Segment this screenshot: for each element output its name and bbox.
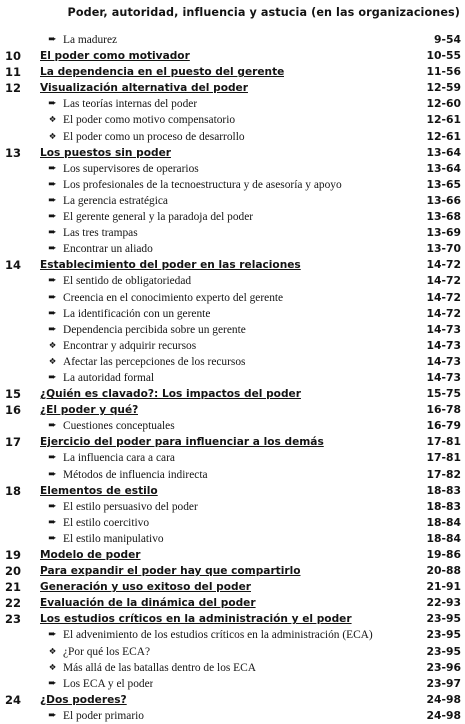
- arrow-bullet-icon: ➨: [48, 468, 57, 480]
- arrow-bullet-icon: ➨: [48, 371, 57, 383]
- toc-section-row: [0, 531, 465, 547]
- arrow-bullet-icon: ➨: [48, 516, 57, 528]
- arrow-bullet-icon: ➨: [48, 500, 57, 512]
- chapter-title: Evaluación de la dinámica del poder: [40, 597, 256, 610]
- chapter-title: Modelo de poder: [40, 549, 141, 561]
- toc-section-row: [0, 322, 465, 338]
- chapter-number: 15: [4, 387, 21, 402]
- section-title: Más allá de las batallas dentro de los ECA: [63, 661, 256, 674]
- diamond-bullet-icon: ❖: [48, 356, 57, 367]
- toc-chapter-row: [0, 257, 465, 273]
- chapter-title: Visualización alternativa del poder: [40, 82, 248, 95]
- toc-section-row: [0, 627, 465, 643]
- toc-section-row: [0, 370, 465, 386]
- toc-section-row: [0, 290, 465, 306]
- chapter-title: Los estudios críticos en la administración y el poder: [40, 613, 352, 626]
- chapter-title: Elementos de estilo: [40, 484, 158, 497]
- diamond-bullet-icon: ❖: [48, 340, 57, 351]
- chapter-number: 20: [4, 564, 21, 579]
- arrow-bullet-icon: ➨: [48, 291, 57, 303]
- section-title: Dependencia percibida sobre un gerente: [63, 323, 246, 336]
- page-number: 22-93: [426, 596, 461, 610]
- chapter-title: La dependencia en el puesto del gerente: [40, 66, 285, 79]
- arrow-bullet-icon: ➨: [48, 194, 57, 206]
- page-number: 10-55: [426, 49, 461, 63]
- toc-section-row: [0, 161, 465, 177]
- section-title: ¿Por qué los ECA?: [63, 645, 150, 658]
- diamond-bullet-icon: ❖: [48, 115, 57, 126]
- arrow-bullet-icon: ➨: [48, 629, 57, 641]
- page-number: 14-73: [426, 322, 461, 336]
- chapter-number: 10: [4, 49, 21, 64]
- toc-section-row: [0, 660, 465, 676]
- toc-chapter-row: [0, 80, 465, 96]
- toc-section-row: [0, 499, 465, 515]
- arrow-bullet-icon: ➨: [48, 162, 57, 174]
- page-number: 18-83: [426, 483, 461, 497]
- arrow-bullet-icon: ➨: [48, 420, 57, 432]
- diamond-bullet-icon: ❖: [48, 646, 57, 657]
- section-title: La madurez: [63, 34, 118, 46]
- chapter-number: 16: [4, 403, 21, 418]
- page-number: 13-65: [426, 177, 461, 191]
- toc-section-row: [0, 306, 465, 322]
- arrow-bullet-icon: ➨: [48, 709, 57, 721]
- toc-chapter-row: [0, 386, 465, 402]
- toc-section-row: [0, 338, 465, 354]
- page-number: 17-82: [426, 467, 461, 481]
- section-title: Las tres trampas: [63, 227, 138, 240]
- page-number: 12-61: [426, 129, 461, 143]
- toc-section-row: [0, 112, 465, 128]
- arrow-bullet-icon: ➨: [48, 243, 57, 255]
- toc-section-row: [0, 467, 465, 483]
- toc-section-row: [0, 193, 465, 209]
- page-number: 12-61: [426, 113, 461, 127]
- arrow-bullet-icon: ➨: [48, 34, 57, 45]
- chapter-number: 18: [4, 483, 21, 498]
- chapter-number: 19: [4, 548, 21, 562]
- page-number: 19-86: [426, 548, 461, 561]
- page-number: 14-73: [426, 370, 461, 384]
- section-title: El gerente general y la paradoja del poder: [63, 211, 254, 224]
- page-number: 14-72: [426, 274, 461, 288]
- section-title: El advenimiento de los estudios críticos en la administración (ECA): [63, 629, 373, 642]
- page-number: 23-95: [426, 612, 461, 626]
- section-title: El poder primario: [63, 709, 144, 722]
- toc-section-row: [0, 225, 465, 241]
- page-number: 13-66: [426, 193, 461, 207]
- toc-chapter-row: [0, 434, 465, 450]
- toc-chapter-row: [0, 402, 465, 418]
- chapter-number: 22: [4, 596, 21, 611]
- section-title: Los ECA y el poder: [63, 677, 154, 690]
- section-title: La gerencia estratégica: [63, 194, 168, 207]
- toc-chapter-row: [0, 64, 465, 80]
- page-number: 13-70: [426, 242, 461, 256]
- section-title: Los profesionales de la tecnoestructura y de asesoría y apoyo: [63, 178, 342, 191]
- page-number: 16-78: [426, 403, 461, 417]
- page-number: 14-72: [426, 290, 461, 304]
- page-number: 13-64: [426, 145, 461, 159]
- chapter-title: ¿Dos poderes?: [40, 693, 127, 706]
- toc-section-row: [0, 177, 465, 193]
- toc-chapter-row: [0, 595, 465, 611]
- page-number: 14-73: [426, 354, 461, 368]
- arrow-bullet-icon: ➨: [48, 98, 57, 110]
- toc-chapter-row: [0, 48, 465, 64]
- chapter-number: 14: [4, 258, 21, 273]
- page-number: 23-97: [426, 676, 461, 690]
- section-title: La identificación con un gerente: [63, 307, 211, 320]
- diamond-bullet-icon: ❖: [48, 662, 57, 673]
- toc-chapter-row: [0, 483, 465, 499]
- chapter-title: Ejercicio del poder para influenciar a los demás: [40, 436, 324, 449]
- chapter-title: ¿El poder y qué?: [40, 404, 139, 417]
- section-title: El sentido de obligatoriedad: [63, 275, 192, 288]
- running-header: Poder, autoridad, influencia y astucia (en las organizaciones): [67, 6, 460, 19]
- toc-section-row: [0, 515, 465, 531]
- section-title: Métodos de influencia indirecta: [63, 468, 208, 481]
- chapter-title: Establecimiento del poder en las relaciones: [40, 259, 301, 272]
- arrow-bullet-icon: ➨: [48, 275, 57, 287]
- page-number: 18-84: [426, 515, 461, 529]
- section-title: Las teorías internas del poder: [63, 98, 198, 111]
- section-title: El poder como un proceso de desarrollo: [63, 130, 245, 143]
- page-number: 13-64: [426, 161, 461, 175]
- chapter-number: 12: [4, 81, 21, 96]
- page-number: 14-73: [426, 338, 461, 352]
- section-title: Encontrar un aliado: [63, 243, 153, 256]
- page-number: 18-84: [426, 531, 461, 545]
- toc-chapter-row: [0, 547, 465, 563]
- section-title: El estilo persuasivo del poder: [63, 500, 198, 513]
- diamond-bullet-icon: ❖: [48, 131, 57, 142]
- section-title: Cuestiones conceptuales: [63, 420, 175, 433]
- toc-chapter-row: [0, 692, 465, 708]
- chapter-number: 21: [4, 580, 21, 595]
- arrow-bullet-icon: ➨: [48, 178, 57, 190]
- section-title: Creencia en el conocimiento experto del gerente: [63, 291, 284, 304]
- toc-section-row: [0, 708, 465, 724]
- page-number: 18-83: [426, 499, 461, 513]
- section-title: El poder como motivo compensatorio: [63, 114, 236, 127]
- page-number: 9-54: [433, 33, 461, 46]
- chapter-number: 17: [4, 435, 21, 450]
- section-title: El estilo manipulativo: [63, 532, 164, 545]
- page-number: 14-72: [426, 306, 461, 320]
- page-number: 17-81: [426, 451, 461, 465]
- page-number: 24-98: [426, 708, 461, 722]
- arrow-bullet-icon: ➨: [48, 323, 57, 335]
- page-number: 11-56: [426, 65, 461, 79]
- toc-section-row: [0, 273, 465, 289]
- chapter-title: El poder como motivador: [40, 50, 190, 63]
- page-number: 12-60: [426, 97, 461, 111]
- section-title: El estilo coercitivo: [63, 516, 150, 529]
- chapter-title: ¿Quién es clavado?: Los impactos del poder: [40, 388, 301, 401]
- page-number: 14-72: [426, 258, 461, 272]
- arrow-bullet-icon: ➨: [48, 452, 57, 464]
- page-number: 13-69: [426, 226, 461, 240]
- page-number: 24-98: [426, 692, 461, 706]
- arrow-bullet-icon: ➨: [48, 307, 57, 319]
- toc-chapter-row: [0, 579, 465, 595]
- chapter-number: 23: [4, 612, 21, 627]
- page-number: 21-91: [426, 580, 461, 594]
- toc-chapter-row: [0, 611, 465, 627]
- toc-section-row: [0, 450, 465, 466]
- page-number: 23-95: [426, 628, 461, 642]
- chapter-number: 13: [4, 145, 21, 160]
- page-number: 13-68: [426, 210, 461, 224]
- toc-section-row: [0, 644, 465, 660]
- arrow-bullet-icon: ➨: [48, 227, 57, 239]
- toc-section-row: [0, 32, 465, 48]
- toc-section-row: [0, 209, 465, 225]
- page-number: 12-59: [426, 81, 461, 95]
- toc-section-row: [0, 354, 465, 370]
- page-number: 23-95: [426, 644, 461, 658]
- section-title: Los supervisores de operarios: [63, 162, 199, 175]
- toc-chapter-row: [0, 145, 465, 161]
- section-title: Encontrar y adquirir recursos: [63, 339, 197, 352]
- page-number: 15-75: [426, 387, 461, 401]
- toc-section-row: [0, 129, 465, 145]
- section-title: La autoridad formal: [63, 371, 155, 384]
- page-number: 16-79: [426, 419, 461, 433]
- chapter-title: Generación y uso exitoso del poder: [40, 581, 252, 594]
- toc-chapter-row: [0, 563, 465, 579]
- toc-section-row: [0, 418, 465, 434]
- table-of-contents: [0, 32, 465, 724]
- page-number: 20-88: [426, 564, 461, 578]
- chapter-title: Para expandir el poder hay que compartirlo: [40, 565, 301, 578]
- toc-section-row: [0, 96, 465, 112]
- arrow-bullet-icon: ➨: [48, 211, 57, 223]
- arrow-bullet-icon: ➨: [48, 532, 57, 544]
- arrow-bullet-icon: ➨: [48, 677, 57, 689]
- chapter-number: 11: [4, 65, 21, 80]
- section-title: La influencia cara a cara: [63, 452, 175, 465]
- page-number: 23-96: [426, 660, 461, 674]
- toc-section-row: [0, 241, 465, 257]
- page-number: 17-81: [426, 435, 461, 449]
- chapter-number: 24: [4, 692, 21, 707]
- section-title: Afectar las percepciones de los recursos: [63, 355, 246, 368]
- chapter-title: Los puestos sin poder: [40, 146, 171, 159]
- toc-section-row: [0, 676, 465, 692]
